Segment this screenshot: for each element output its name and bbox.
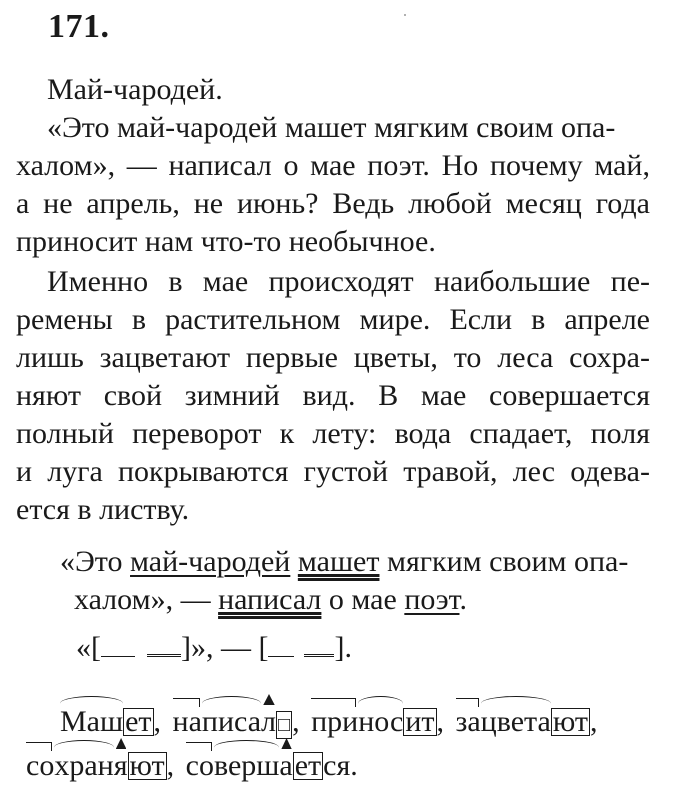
subject-1: май-чародей [130,545,291,578]
sentence-scheme: «[ ]», — [ ]. [76,628,352,666]
scheme-subject-blank [101,630,135,657]
analysis-line-2: халом», — написал о мае поэт. [74,583,467,616]
word-prinosit: приносит [311,705,435,738]
scheme-subject-blank-2 [268,630,294,657]
word-mashet: Машет [60,705,152,738]
word-sovershaetsya: совершается [185,749,351,782]
morpheme-line-2: сохраняют, совершается. [26,749,358,782]
predicate-2: написал [218,583,322,616]
paragraph-2-line-6: и луга покрываются густой травой, лес одева- [16,455,650,488]
analysis-line-1: «Это май-чародей машет мягким своим опа- [60,545,629,578]
predicate-1: машет [297,545,380,578]
exercise-title: Май-чародей. [47,73,223,106]
paragraph-2-line-3: лишь зацветают первые цветы, то леса сохра- [16,341,650,374]
paragraph-2-line-2: ремены в растительном мире. Если в апреле [16,303,650,336]
exercise-number: 171. [48,8,110,45]
paragraph-1-line-4: приносит нам что-то необычное. [16,225,436,258]
paragraph-2-line-7: ется в листву. [16,493,190,526]
paragraph-2-line-4: няют свой зимний вид. В мае совершается [16,379,650,412]
paragraph-1-line-3: а не апрель, не июнь? Ведь любой месяц года [16,187,650,220]
word-zatsvetayut: зацветают [455,705,588,738]
paragraph-1-line-1: «Это май-чародей машет мягким своим опа- [47,111,616,144]
scan-speck [404,14,406,16]
morpheme-line-1: Машет, написал □, приносит, зацветают, [60,705,598,738]
paragraph-1-line-2: халом», — написал о мае поэт. Но почему май, [16,149,650,182]
word-sokhranyayut: сохраняют [26,749,165,782]
paragraph-2-line-1: Именно в мае происходят наибольшие пе- [47,265,650,298]
word-napisal: написал □ [172,705,291,738]
scheme-predicate-blank-2 [304,628,334,657]
subject-2: поэт [404,583,460,616]
scheme-predicate-blank [147,628,181,657]
paragraph-2-line-5: полный переворот к лету: вода спадает, поля [16,417,650,450]
